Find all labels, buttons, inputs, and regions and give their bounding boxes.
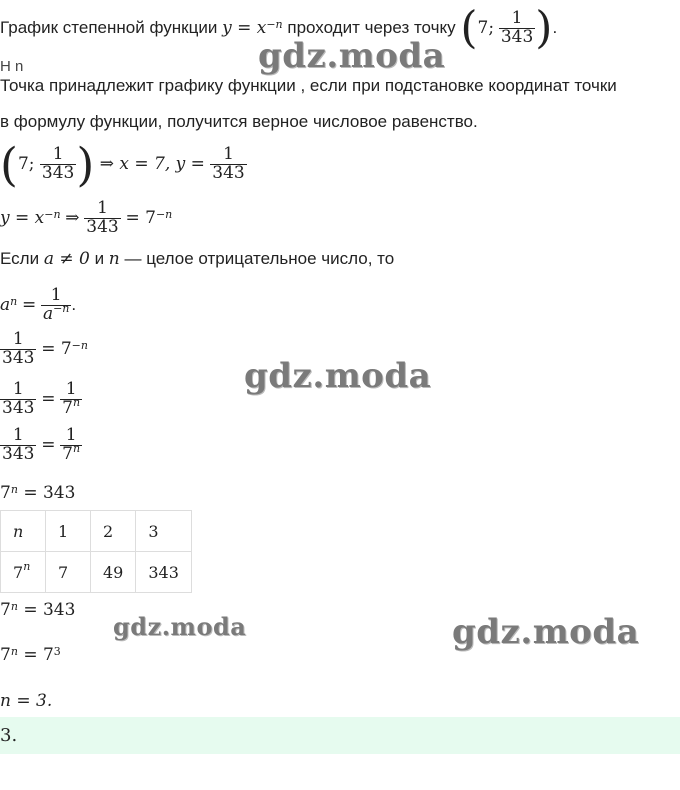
cut-line: Н n xyxy=(0,58,24,75)
table-cell: 2 xyxy=(91,511,136,552)
statement-text-2: проходит через точку xyxy=(287,18,456,37)
point-x: 7; xyxy=(477,18,495,38)
equation-step-1: $\frac{1}{343}$ = $7^{-n}$ xyxy=(2,329,88,369)
watermark-middle: gdz.moda xyxy=(244,356,432,396)
answer-value: 3. xyxy=(0,725,18,746)
equation-point: (7; $\frac{1}{343}$ ) ⇒ x = 7, y = $\frac{1}{343}$ xyxy=(0,137,245,192)
table-cell: 7$^n$ xyxy=(1,552,46,593)
left-paren: ( xyxy=(460,2,478,54)
explanation-line-1: Точка принадлежит графику функции , если при подстановке координат точки xyxy=(0,76,617,95)
table-cell: 7 xyxy=(46,552,91,593)
equation-result: n = 3. xyxy=(0,691,53,711)
point-y-fraction: $\frac{1}{343}$ xyxy=(500,8,534,48)
statement-text: График степенной функции xyxy=(0,18,218,37)
table-cell: 343 xyxy=(136,552,192,593)
watermark-lower-left: gdz.moda xyxy=(113,612,247,641)
problem-statement: График степенной функции $y = x^{-n}$ проходит через точку (7; $\frac{1}{343}$ ). xyxy=(0,2,558,54)
equation-step-6: $7^n = 7^3$ xyxy=(0,645,61,665)
equation-substitution: $y = x^{-n}$ ⇒ $\frac{1}{343}$ = $7^{-n}$ xyxy=(0,198,173,238)
watermark-lower-right: gdz.moda xyxy=(452,612,640,652)
table-cell: 3 xyxy=(136,511,192,552)
table-cell: n xyxy=(1,511,46,552)
equation-step-3: $\frac{1}{343}$ = $\frac{1}{7^n}$ xyxy=(2,425,81,465)
explanation-line-2: в формулу функции, получится верное числовое равенство. xyxy=(0,112,478,131)
equation-rule: $a^n$ = $\frac{1}{a^{-n}}$ . xyxy=(0,285,77,325)
right-paren: ) xyxy=(535,2,553,54)
equation-step-2: $\frac{1}{343}$ = $\frac{1}{7^n}$ xyxy=(2,379,81,419)
table-row xyxy=(1,511,192,552)
table-row xyxy=(1,552,192,593)
watermark-top: gdz.moda xyxy=(258,36,446,76)
condition-line: Если a ≠ 0 и n — целое отрицательное число, то xyxy=(0,249,395,269)
table-cell: 1 xyxy=(46,511,91,552)
table-cell: 49 xyxy=(91,552,136,593)
equation-step-5: 7$^n$ = 343 xyxy=(0,600,76,620)
function-formula: $y = x^{-n}$ xyxy=(222,18,283,38)
equation-step-4: 7$^n$ = 343 xyxy=(0,483,76,503)
powers-table xyxy=(0,510,192,593)
answer-box xyxy=(0,717,680,754)
